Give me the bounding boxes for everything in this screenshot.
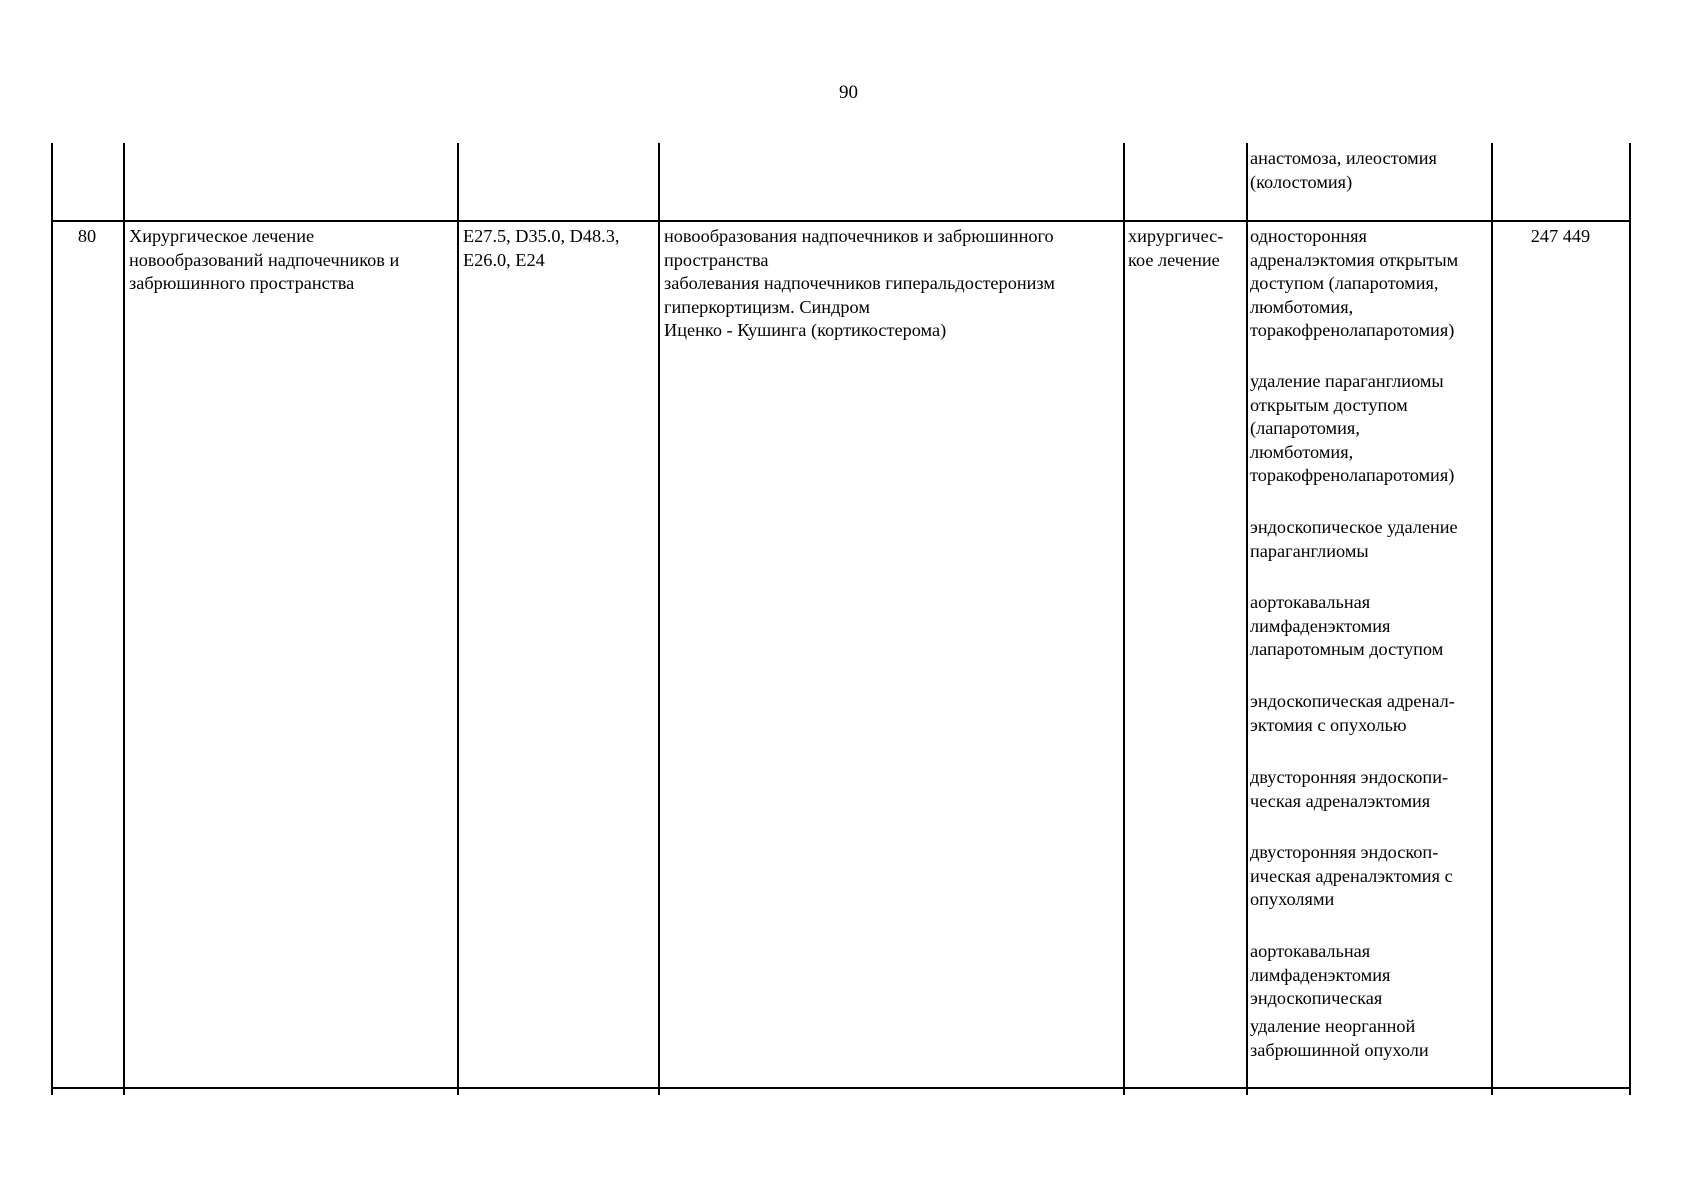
row-number-cell: 80 — [77, 226, 97, 246]
column-divider — [1491, 143, 1493, 1095]
procedure-item: эндоскопическое удаление параганглиомы — [1250, 517, 1458, 561]
table-border-bottom — [51, 1087, 1631, 1089]
column-divider — [1123, 143, 1125, 1095]
page-number: 90 — [839, 82, 858, 103]
row-cost-cell: 247 449 — [1530, 226, 1591, 246]
column-divider — [457, 143, 459, 1095]
column-divider — [1246, 143, 1248, 1095]
row-diagnosis-cell: новообразования надпочечников и забрюшинного пространства заболевания надпочечников гиперальдостеронизм гиперкортицизм. Синдром Иценко - Кушинга (кортикостерома) — [664, 226, 1055, 340]
procedure-item: аортокавальная лимфаденэктомия лапаротомным доступом — [1250, 592, 1444, 659]
procedure-item: односторонняя адреналэктомия открытым доступом (лапаротомия, люмботомия, торакофренолапаротомия) — [1250, 226, 1459, 340]
column-divider — [658, 143, 660, 1095]
row-name-cell: Хирургическое лечение новообразований надпочечников и забрюшинного пространства — [129, 226, 400, 293]
procedure-item: эндоскопическая адренал- эктомия с опухолью — [1250, 691, 1455, 735]
row-divider — [51, 220, 1631, 222]
continuation-procedure-cell: анастомоза, илеостомия (колостомия) — [1250, 148, 1437, 192]
table-border-right — [1629, 143, 1631, 1095]
row-treatment-type-cell: хирургичес- кое лечение — [1128, 226, 1224, 270]
procedure-item: двусторонняя эндоскоп- ическая адреналэктомия с опухолями — [1250, 842, 1453, 909]
procedure-item: двусторонняя эндоскопи- ческая адреналэктомия — [1250, 767, 1449, 811]
row-codes-cell: E27.5, D35.0, D48.3, E26.0, E24 — [463, 226, 620, 270]
procedure-item: аортокавальная лимфаденэктомия эндоскопическая — [1250, 941, 1391, 1008]
procedure-item: удаление параганглиомы открытым доступом (лапаротомия, люмботомия, торакофренолапаротомия) — [1250, 371, 1455, 485]
procedure-item: удаление неорганной забрюшинной опухоли — [1250, 1016, 1429, 1060]
column-divider — [123, 143, 125, 1095]
table-border-left — [51, 143, 53, 1095]
